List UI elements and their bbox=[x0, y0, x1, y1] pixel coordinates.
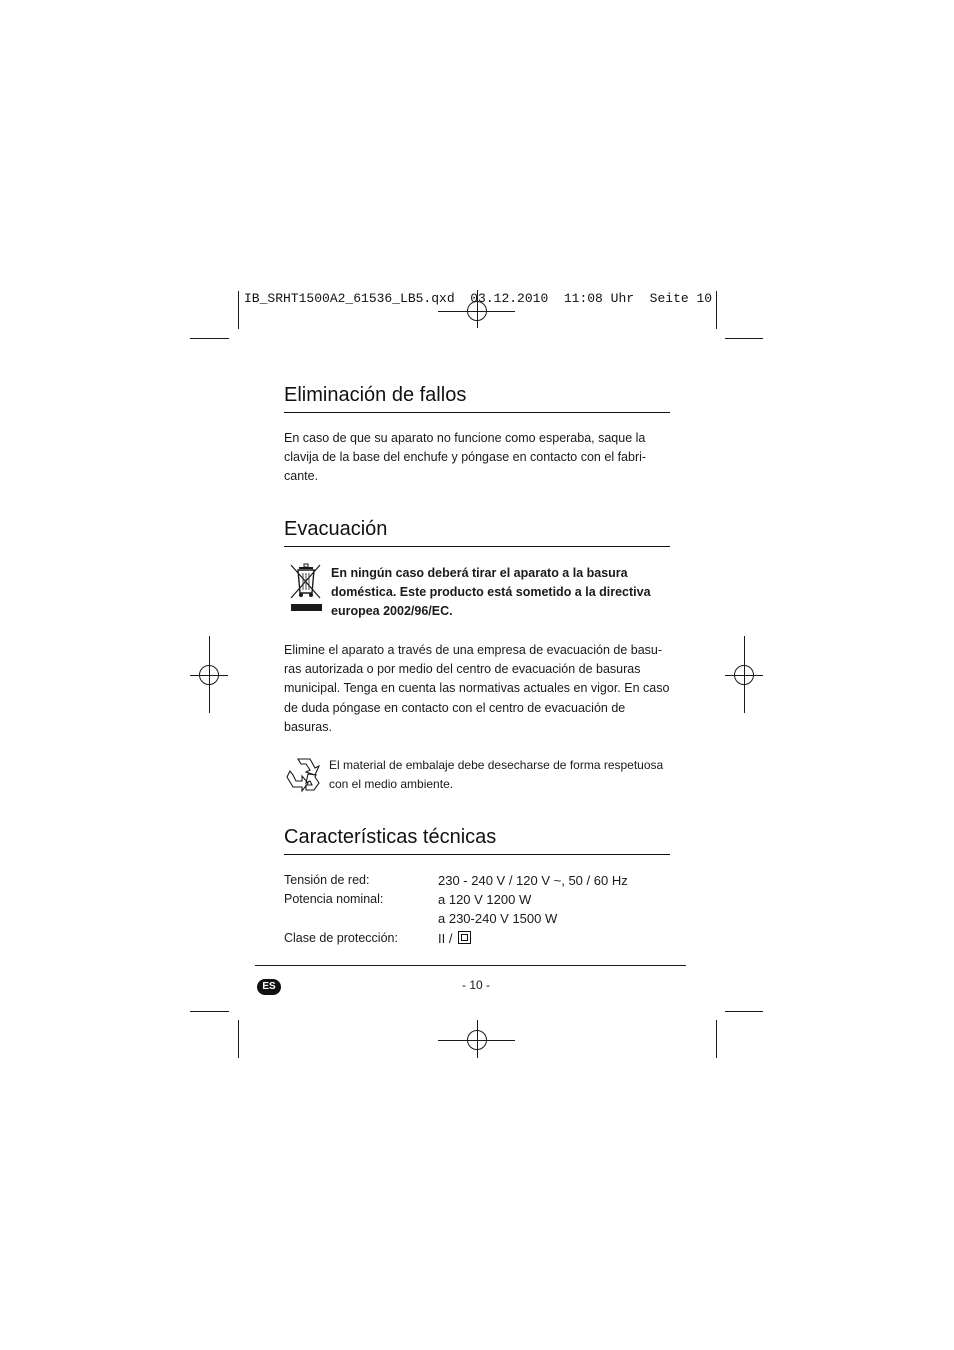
language-badge: ES bbox=[257, 979, 281, 995]
spec-value: a 230-240 V 1500 W bbox=[438, 911, 558, 927]
section-rule bbox=[284, 412, 670, 413]
disposal-warning: En ningún caso deberá tirar el aparato a la basura doméstica. Este producto está sometido a la directiva europea 2002/96/EC. bbox=[331, 566, 651, 619]
spec-label: Tensión de red: bbox=[284, 873, 370, 887]
crossed-out-wheelie-bin-icon bbox=[288, 560, 324, 616]
spec-label: Clase de protección: bbox=[284, 930, 398, 945]
section-title-specs: Características técnicas bbox=[284, 826, 497, 848]
section-rule bbox=[284, 546, 670, 547]
section-title-troubleshooting: Eliminación de fallos bbox=[284, 384, 467, 406]
spec-value: II / bbox=[438, 930, 453, 946]
spec-value-wrap bbox=[438, 929, 471, 948]
troubleshooting-paragraph: En caso de que su aparato no funcione como esperaba, saque la clavija de la base del enchufe y póngase en contacto con el fabri- cante. bbox=[284, 431, 647, 484]
file-slug: IB_SRHT1500A2_61536_LB5.qxd 03.12.2010 11:08 Uhr Seite 10 bbox=[244, 291, 713, 306]
disposal-paragraph: Elimine el aparato a través de una empresa de evacuación de basu- ras autorizada o por medio del centro de evacuación de basuras municipal. Tenga en cuenta las normativas actuales en vigor. En caso de duda póngase en contacto con el centro de evacuación de basuras. bbox=[284, 643, 670, 734]
section-title-disposal: Evacuación bbox=[284, 518, 388, 540]
packaging-note: El material de embalaje debe desecharse de forma respetuosa con el medio ambiente. bbox=[329, 758, 664, 792]
recycling-arrows-icon bbox=[284, 755, 324, 795]
spec-label: Potencia nominal: bbox=[284, 892, 384, 907]
spec-value: a 120 V 1200 W bbox=[438, 892, 532, 908]
double-square-icon bbox=[458, 931, 471, 944]
section-rule bbox=[284, 854, 670, 855]
page-number: - 10 - bbox=[461, 978, 490, 992]
footer-rule bbox=[255, 965, 686, 966]
spec-value: 230 - 240 V / 120 V ~, 50 / 60 Hz bbox=[438, 873, 628, 888]
